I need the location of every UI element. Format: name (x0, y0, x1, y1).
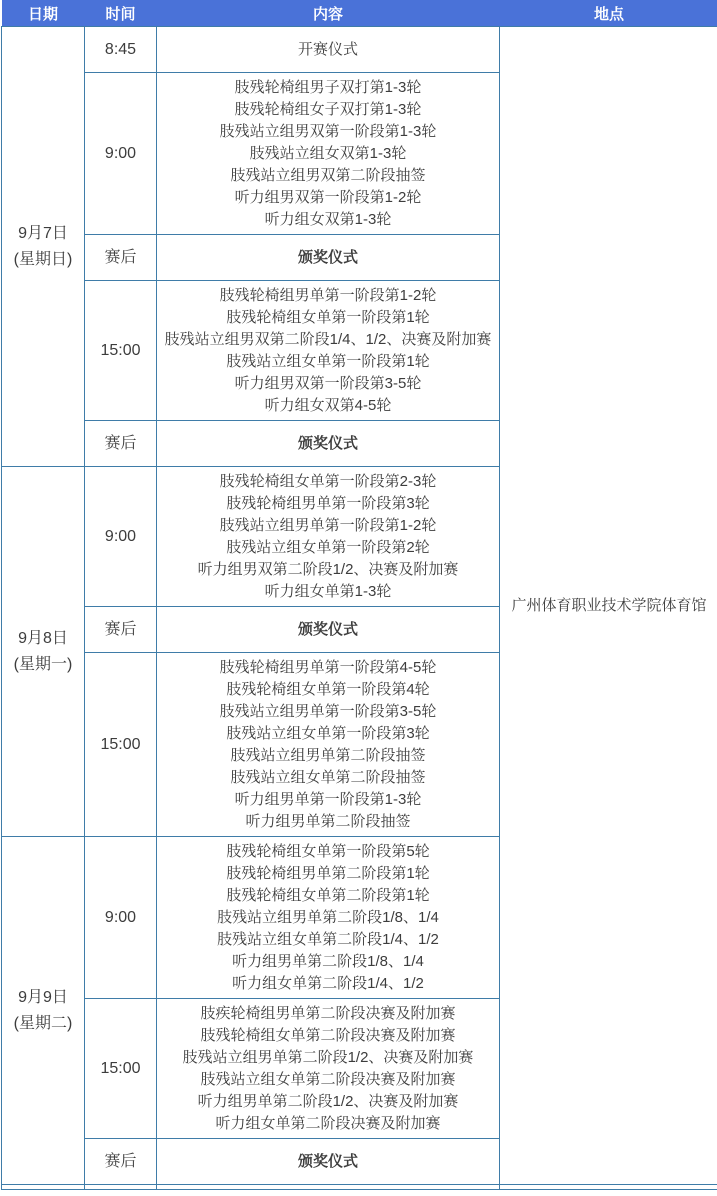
event-line: 听力组男双第二阶段1/2、决赛及附加赛 (197, 560, 459, 578)
time-cell: 15:00 (85, 281, 157, 421)
content-cell (157, 73, 500, 235)
event-line: 肢残站立组男单第二阶段1/2、决赛及附加赛 (182, 1048, 474, 1066)
header-content: 内容 (157, 0, 500, 27)
event-line: 听力组女单第二阶段1/4、1/2 (232, 974, 424, 992)
content-cell (157, 607, 500, 653)
event-line: 肢残站立组男双第二阶段1/4、1/2、决赛及附加赛 (164, 330, 492, 348)
event-line: 肢残站立组女单第二阶段决赛及附加赛 (200, 1070, 456, 1088)
event-line: 肢残站立组女双第1-3轮 (249, 144, 407, 162)
weekday-text: (星期二) (13, 1014, 73, 1032)
location-cell: 广州体育职业技术学院体育馆 (500, 27, 717, 1185)
partial-content-cell (157, 1185, 500, 1190)
time-cell: 9:00 (85, 73, 157, 235)
time-cell: 9:00 (85, 837, 157, 999)
event-line: 听力组男双第一阶段第1-2轮 (234, 188, 422, 206)
event-line: 肢残轮椅组男单第一阶段第3轮 (226, 494, 430, 512)
event-line: 肢残站立组男单第一阶段第3-5轮 (219, 702, 437, 720)
time-cell: 赛后 (85, 1139, 157, 1185)
schedule-body (2, 27, 717, 1190)
schedule-row (2, 27, 717, 73)
event-line: 听力组男单第二阶段1/2、决赛及附加赛 (197, 1092, 459, 1110)
time-cell: 赛后 (85, 607, 157, 653)
event-line: 肢残轮椅组女子双打第1-3轮 (234, 100, 422, 118)
content-cell (157, 27, 500, 73)
event-line: 听力组男单第一阶段第1-3轮 (234, 790, 422, 808)
event-line: 听力组女双第1-3轮 (264, 210, 392, 228)
content-cell (157, 281, 500, 421)
event-line: 颁奖仪式 (297, 248, 358, 266)
partial-location-cell (500, 1185, 717, 1190)
event-line: 开赛仪式 (297, 40, 358, 58)
content-cell (157, 235, 500, 281)
event-line: 颁奖仪式 (297, 434, 358, 452)
event-line: 肢残站立组男双第一阶段第1-3轮 (219, 122, 437, 140)
partial-time-cell (85, 1185, 157, 1190)
event-line: 肢残轮椅组女单第一阶段第4轮 (226, 680, 430, 698)
partial-date-cell (2, 1185, 85, 1190)
time-cell: 赛后 (85, 421, 157, 467)
time-cell: 9:00 (85, 467, 157, 607)
content-cell (157, 653, 500, 837)
time-cell: 8:45 (85, 27, 157, 73)
date-cell (2, 837, 85, 1185)
date-cell (2, 27, 85, 467)
event-line: 肢残轮椅组女单第二阶段决赛及附加赛 (200, 1026, 456, 1044)
event-line: 听力组男单第二阶段抽签 (245, 812, 411, 830)
event-line: 听力组男单第二阶段1/8、1/4 (232, 952, 424, 970)
partial-row (2, 1185, 717, 1190)
event-line: 肢残站立组男单第一阶段第1-2轮 (219, 516, 437, 534)
header-row (2, 0, 717, 27)
content-cell (157, 999, 500, 1139)
date-text: 9月8日 (18, 629, 68, 647)
content-cell (157, 467, 500, 607)
weekday-text: (星期日) (13, 250, 73, 268)
event-line: 肢残站立组女单第一阶段第1轮 (226, 352, 430, 370)
content-cell (157, 837, 500, 999)
event-line: 听力组女双第4-5轮 (264, 396, 392, 414)
event-line: 肢残轮椅组男单第二阶段第1轮 (226, 864, 430, 882)
event-line: 听力组女单第二阶段决赛及附加赛 (215, 1114, 441, 1132)
event-line: 肢残站立组女单第一阶段第2轮 (226, 538, 430, 556)
date-text: 9月7日 (18, 224, 68, 242)
event-line: 颁奖仪式 (297, 1152, 358, 1170)
event-line: 肢残站立组男单第二阶段抽签 (230, 746, 426, 764)
event-line: 肢残轮椅组男单第一阶段第1-2轮 (219, 286, 437, 304)
event-line: 肢残站立组男单第二阶段1/8、1/4 (217, 908, 439, 926)
event-line: 肢疾轮椅组男单第二阶段决赛及附加赛 (200, 1004, 456, 1022)
event-line: 肢残轮椅组男单第一阶段第4-5轮 (219, 658, 437, 676)
header-date: 日期 (2, 0, 85, 27)
time-cell: 15:00 (85, 653, 157, 837)
event-line: 肢残站立组女单第二阶段抽签 (230, 768, 426, 786)
date-cell (2, 467, 85, 837)
content-cell (157, 1139, 500, 1185)
event-line: 肢残轮椅组女单第一阶段第1轮 (226, 308, 430, 326)
event-line: 颁奖仪式 (297, 620, 358, 638)
event-line: 肢残轮椅组女单第一阶段第2-3轮 (219, 472, 437, 490)
event-line: 肢残站立组男双第二阶段抽签 (230, 166, 426, 184)
header-location: 地点 (500, 0, 717, 27)
weekday-text: (星期一) (13, 655, 73, 673)
event-line: 肢残轮椅组女单第二阶段第1轮 (226, 886, 430, 904)
event-line: 听力组男双第一阶段第3-5轮 (234, 374, 422, 392)
event-line: 肢残轮椅组女单第一阶段第5轮 (226, 842, 430, 860)
event-line: 听力组女单第1-3轮 (264, 582, 392, 600)
header-time: 时间 (85, 0, 157, 27)
event-line: 肢残站立组女单第一阶段第3轮 (226, 724, 430, 742)
schedule-table (1, 0, 717, 1190)
event-line: 肢残站立组女单第二阶段1/4、1/2 (217, 930, 439, 948)
time-cell: 15:00 (85, 999, 157, 1139)
time-cell: 赛后 (85, 235, 157, 281)
date-text: 9月9日 (18, 988, 68, 1006)
event-line: 肢残轮椅组男子双打第1-3轮 (234, 78, 422, 96)
content-cell (157, 421, 500, 467)
